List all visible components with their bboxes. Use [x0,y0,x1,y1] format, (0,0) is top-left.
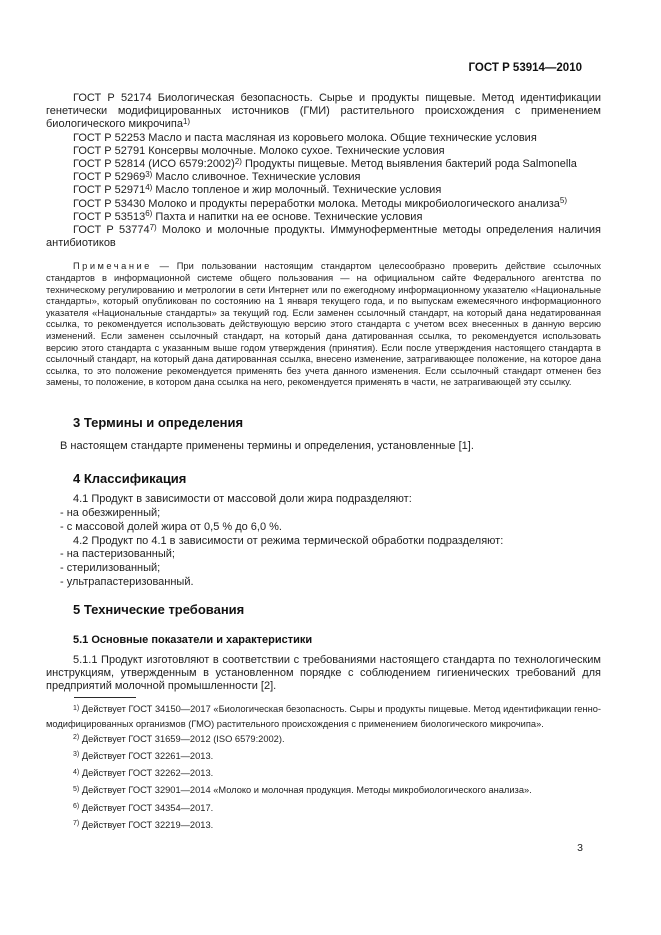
list-item: - с массовой долей жира от 0,5 % до 6,0 %. [60,520,282,533]
reference-item [46,198,601,211]
footnote-marker: 4) [145,182,153,192]
reference-text: ГОСТ Р 52174 Биологическая безопасность. Сырье и продукты пищевые. Метод идентификации генетически модифицированных источников (ГМИ) растительного происхождения с применением биологического микрочипа [46,92,601,131]
reference-text: ГОСТ Р 52791 Консервы молочные. Молоко сухое. Технические условия [73,144,445,157]
reference-text: ГОСТ Р 53774 [73,224,150,237]
footnotes [46,703,601,833]
footnote-marker: 3) [73,751,80,759]
reference-item [46,171,601,184]
reference-text: Масло топленое и жир молочный. Технические условия [152,184,442,197]
reference-text: Продукты пищевые. Метод выявления бактерий рода Salmonella [241,158,577,171]
reference-item [46,184,601,197]
footnote-text: Действует ГОСТ 32261—2013. [81,750,214,761]
reference-item [46,224,601,250]
document-code-header: ГОСТ Р 53914—2010 [468,62,582,74]
footnote-item [46,767,601,781]
section-3-paragraph: В настоящем стандарте применены термины и определения, установленные [1]. [60,439,474,452]
reference-text: ГОСТ Р 52969 [73,171,146,184]
page-content [46,0,601,833]
reference-text: ГОСТ Р 52971 [73,184,146,197]
reference-item [46,211,601,224]
footnote-text: Действует ГОСТ 34354—2017. [81,802,214,813]
footnote-text: Действует ГОСТ 32262—2013. [81,768,214,779]
footnote-text: Действует ГОСТ 34150—2017 «Биологическая безопасность. Сыры и продукты пищевые. Метод идентификации генно-модифицированных организмов (ГМО) растительного происхождения с применением биологического микрочипа». [46,704,601,729]
reference-item [46,145,601,158]
note-text: — При пользовании настоящим стандартом целесообразно проверить действие ссылочных стандартов в информационной системе общего пользования — на официальном сайте Федерального агентства по техническому регулированию и метрологии в сети Интернет или по ежегодному информационному указателю «Национальные стандарты», который опубликован по состоянию на 1 января текущего года, и по выпускам ежемесячного информационного указателя «Национальные стандарты» за текущий год. Если заменен ссылочный стандарт, на который дана недатированная ссылка, то рекомендуется использовать действующую версию этого стандарта с учетом всех внесенных в данную версию изменений. Если заменен ссылочный стандарт, на который дана датированная ссылка, то рекомендуется использовать версию этого стандарта с указанным выше годом утверждения (принятия). Если после утверждения настоящего стандарта в ссылочный стандарт, на который дана датированная ссылка, внесено изменение, затрагивающее положение, на которое дана ссылка, то это положение рекомендуется применять без учета данного изменения. Если ссылочный стандарт отменен без замены, то положение, в котором дана ссылка на него, рекомендуется применять в части, не затрагивающей эту ссылку. [46,261,601,388]
reference-item [46,132,601,145]
section-4-body [46,493,601,590]
footnote-marker: 1) [182,116,191,126]
footnote-item [46,703,601,729]
page-number: 3 [577,842,583,854]
reference-item [46,158,601,171]
list-item: - на обезжиренный; [60,506,161,519]
reference-item [46,92,601,132]
clause-4-2: 4.2 Продукт по 4.1 в зависимости от режима термической обработки подразделяют: [73,534,504,547]
footnote-marker: 3) [145,169,153,179]
reference-text: Масло сливочное. Технические условия [152,171,361,184]
footnote-marker: 7) [149,222,157,232]
references-list [46,92,601,250]
footnote-text: Действует ГОСТ 31659—2012 (ISO 6579:2002). [81,733,285,744]
section-3-heading: 3 Термины и определения [73,414,244,430]
section-4-heading: 4 Классификация [73,471,187,487]
subsection-5-1-heading: 5.1 Основные показатели и характеристики [73,633,313,646]
footnote-item [46,733,601,747]
footnote-separator [74,697,136,698]
clause-5-1-1: 5.1.1 Продукт изготовляют в соответствии с требованиями настоящего стандарта по технологическим инструкциям, утвержденным в установленном порядке с соблюдением гигиенических требований для предприятий молочной промышленности [2]. [46,653,601,693]
footnote-item [46,819,601,833]
footnote-text: Действует ГОСТ 32219—2013. [81,819,214,830]
footnote-marker: 6) [145,209,153,219]
note-block [46,261,601,389]
list-item: - на пастеризованный; [60,548,175,561]
list-item: - ультрапастеризованный. [60,575,194,588]
section-5-heading: 5 Технические требования [73,601,245,617]
reference-text: ГОСТ Р 53430 Молоко и продукты переработки молока. Методы микробиологического анализа [73,197,560,210]
clause-4-1: 4.1 Продукт в зависимости от массовой доли жира подразделяют: [73,493,412,506]
footnote-marker: 6) [73,803,80,811]
reference-text: ГОСТ Р 52253 Масло и паста масляная из коровьего молока. Общие технические условия [73,131,537,144]
list-item: - стерилизованный; [60,562,161,575]
footnote-marker: 5) [73,785,80,793]
reference-text: ГОСТ Р 53513 [73,210,146,223]
footnote-marker: 1) [73,704,80,712]
reference-text: Молоко и молочные продукты. Иммуноферментные методы определения наличия антибиотиков [46,224,601,250]
footnote-marker: 4) [73,768,80,776]
reference-text: ГОСТ Р 52814 (ИСО 6579:2002) [73,158,235,171]
footnote-marker: 2) [73,734,80,742]
footnote-marker: 5) [559,196,567,206]
footnote-marker: 7) [73,820,80,828]
footnote-item [46,750,601,764]
footnote-item [46,802,601,816]
footnote-marker: 2) [234,156,242,166]
footnote-text: Действует ГОСТ 32901—2014 «Молоко и молочная продукция. Методы микробиологического анализа». [81,785,532,796]
footnote-item [46,784,601,798]
reference-text: Пахта и напитки на ее основе. Технические условия [152,210,423,223]
note-label: Примечание [73,261,152,272]
